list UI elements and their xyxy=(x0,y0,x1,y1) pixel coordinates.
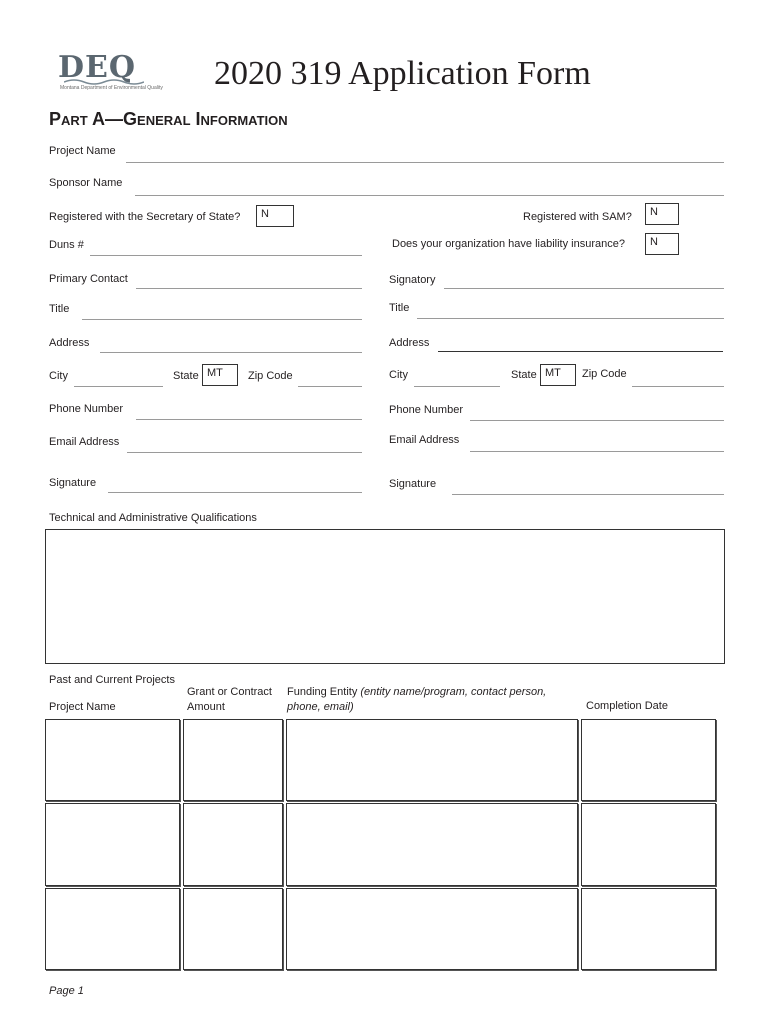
project-name-label: Project Name xyxy=(49,145,116,157)
email-right-field[interactable] xyxy=(470,451,724,452)
signatory-field[interactable] xyxy=(444,288,724,289)
row2-funding-cell[interactable] xyxy=(286,803,578,886)
col-grant-header-line2: Amount xyxy=(187,701,225,713)
zip-left-field[interactable] xyxy=(298,386,362,387)
form-title: 2020 319 Application Form xyxy=(214,55,591,92)
registered-sos-label: Registered with the Secretary of State? xyxy=(49,211,241,223)
qualifications-textarea[interactable] xyxy=(45,529,725,664)
row1-grant-cell[interactable] xyxy=(183,719,283,801)
row2-project-name-cell[interactable] xyxy=(45,803,180,886)
title-right-label: Title xyxy=(389,302,410,314)
sponsor-name-label: Sponsor Name xyxy=(49,177,123,189)
title-left-field[interactable] xyxy=(82,319,362,320)
duns-label: Duns # xyxy=(49,239,84,251)
signature-right-field[interactable] xyxy=(452,494,724,495)
row1-completion-cell[interactable] xyxy=(581,719,716,801)
row3-project-name-cell[interactable] xyxy=(45,888,180,970)
address-right-field[interactable] xyxy=(438,351,723,352)
sponsor-name-field[interactable] xyxy=(135,195,724,196)
signatory-label: Signatory xyxy=(389,274,436,286)
logo-subtitle: Montana Department of Environmental Quality xyxy=(60,85,163,91)
funding-plain-text: Funding Entity xyxy=(287,686,361,698)
zip-right-field[interactable] xyxy=(632,386,724,387)
page-number: Page 1 xyxy=(49,985,84,997)
col-funding-header-line2: phone, email) xyxy=(287,701,354,713)
registered-sam-label: Registered with SAM? xyxy=(523,211,632,223)
state-right-field[interactable]: MT xyxy=(540,364,576,386)
row3-completion-cell[interactable] xyxy=(581,888,716,970)
row1-funding-cell[interactable] xyxy=(286,719,578,801)
liability-label: Does your organization have liability insurance? xyxy=(392,238,625,250)
project-name-field[interactable] xyxy=(126,162,724,163)
signature-left-label: Signature xyxy=(49,477,97,489)
address-left-label: Address xyxy=(49,337,90,349)
logo-name: DEQ xyxy=(58,50,137,85)
title-left-label: Title xyxy=(49,303,70,315)
phone-left-field[interactable] xyxy=(136,419,362,420)
title-right-field[interactable] xyxy=(417,318,724,319)
row3-grant-cell[interactable] xyxy=(183,888,283,970)
signature-left-field[interactable] xyxy=(108,492,362,493)
projects-section-label: Past and Current Projects xyxy=(49,674,175,686)
qualifications-label: Technical and Administrative Qualifications xyxy=(49,512,257,524)
email-right-label: Email Address xyxy=(389,434,460,446)
funding-italic-text: (entity name/program, contact person, xyxy=(360,686,547,698)
state-right-label: State xyxy=(511,369,537,381)
col-funding-header-line1 xyxy=(287,686,546,699)
deq-logo xyxy=(58,50,163,102)
state-left-label: State xyxy=(173,370,199,382)
registered-sam-field[interactable]: N xyxy=(645,203,679,225)
col-project-name-header: Project Name xyxy=(49,701,116,713)
registered-sos-field[interactable]: N xyxy=(256,205,294,227)
duns-field[interactable] xyxy=(90,255,362,256)
col-completion-header: Completion Date xyxy=(586,700,668,712)
row2-grant-cell[interactable] xyxy=(183,803,283,886)
address-right-label: Address xyxy=(389,337,430,349)
row2-completion-cell[interactable] xyxy=(581,803,716,886)
email-left-label: Email Address xyxy=(49,436,120,448)
address-left-field[interactable] xyxy=(100,352,362,353)
col-grant-header-line1: Grant or Contract xyxy=(187,686,272,698)
city-right-field[interactable] xyxy=(414,386,500,387)
primary-contact-field[interactable] xyxy=(136,288,362,289)
primary-contact-label: Primary Contact xyxy=(49,273,128,285)
signature-right-label: Signature xyxy=(389,478,437,490)
phone-right-label: Phone Number xyxy=(389,404,463,416)
state-left-field[interactable]: MT xyxy=(202,364,238,386)
zip-left-label: Zip Code xyxy=(248,370,293,382)
city-left-field[interactable] xyxy=(74,386,163,387)
city-right-label: City xyxy=(389,369,408,381)
phone-right-field[interactable] xyxy=(470,420,724,421)
phone-left-label: Phone Number xyxy=(49,403,123,415)
part-heading: Part A—General Information xyxy=(49,109,288,129)
zip-right-label: Zip Code xyxy=(582,368,627,380)
liability-field[interactable]: N xyxy=(645,233,679,255)
email-left-field[interactable] xyxy=(127,452,362,453)
row3-funding-cell[interactable] xyxy=(286,888,578,970)
row1-project-name-cell[interactable] xyxy=(45,719,180,801)
city-left-label: City xyxy=(49,370,68,382)
